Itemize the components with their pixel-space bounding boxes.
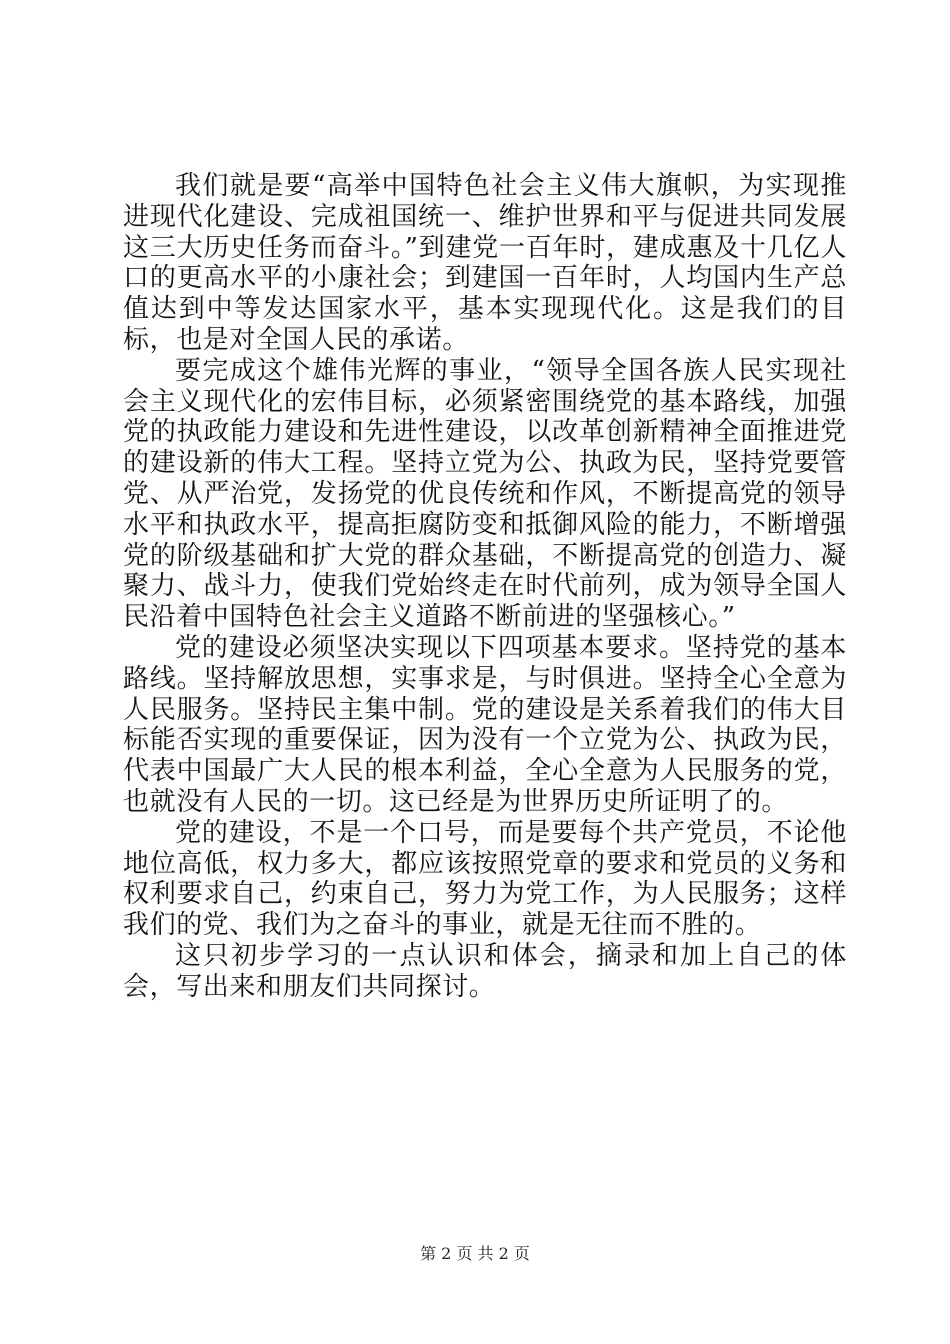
paragraph-conclusion: 这只初步学习的一点认识和体会，摘录和加上自己的体会，写出来和朋友们共同探讨。 [123, 940, 847, 1002]
document-body [123, 171, 847, 1003]
paragraph-mission: 要完成这个雄伟光辉的事业，“领导全国各族人民实现社会主义现代化的宏伟目标，必须紧密围绕党的基本路线，加强党的执政能力建设和先进性建设，以改革创新精神全面推进党的建设新的伟大工程。坚持立党为公、执政为民，坚持党要管党、从严治党，发扬党的优良传统和作风，不断提高党的领导水平和执政水平，提高拒腐防变和抵御风险的能力，不断增强党的阶级基础和扩大党的群众基础，不断提高党的创造力、凝聚力、战斗力，使我们党始终走在时代前列，成为领导全国人民沿着中国特色社会主义道路不断前进的坚强核心。” [123, 355, 847, 633]
page-number-footer: 第 2 页 共 2 页 [420, 1244, 530, 1263]
paragraph-requirements: 党的建设必须坚决实现以下四项基本要求。坚持党的基本路线。坚持解放思想，实事求是，与时俱进。坚持全心全意为人民服务。坚持民主集中制。党的建设是关系着我们的伟大目标能否实现的重要保证，因为没有一个立党为公、执政为民，代表中国最广大人民的根本利益，全心全意为人民服务的党，也就没有人民的一切。这已经是为世界历史所证明了的。 [123, 632, 847, 817]
paragraph-goals: 我们就是要“高举中国特色社会主义伟大旗帜，为实现推进现代化建设、完成祖国统一、维护世界和平与促进共同发展这三大历史任务而奋斗。”到建党一百年时，建成惠及十几亿人口的更高水平的小康社会；到建国一百年时，人均国内生产总值达到中等发达国家水平，基本实现现代化。这是我们的目标，也是对全国人民的承诺。 [123, 171, 847, 355]
paragraph-party-members: 党的建设，不是一个口号，而是要每个共产党员，不论他地位高低，权力多大，都应该按照党章的要求和党员的义务和权利要求自己，约束自己，努力为党工作，为人民服务；这样我们的党、我们为之奋斗的事业，就是无往而不胜的。 [123, 817, 847, 941]
